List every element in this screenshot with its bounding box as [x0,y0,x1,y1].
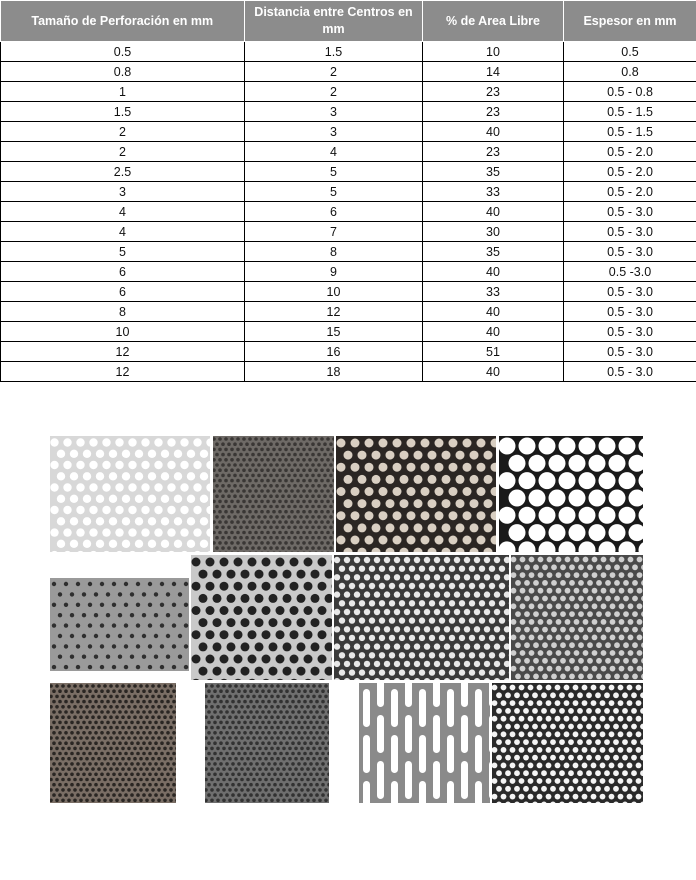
table-row [1,82,696,102]
table-row [1,42,696,62]
cell-thickness: 0.5 - 2.0 [564,142,696,162]
cell-open-area: 23 [423,102,564,122]
cell-center-distance: 16 [245,342,423,362]
cell-open-area: 40 [423,362,564,382]
cell-hole-size: 4 [1,202,245,222]
table-row [1,62,696,82]
cell-thickness: 0.5 -3.0 [564,262,696,282]
photo-large-white-circles-texture [499,436,643,552]
photo-brown-fine-mesh-texture [50,683,176,803]
cell-open-area: 35 [423,162,564,182]
cell-open-area: 40 [423,262,564,282]
photo-dark-small-holes [334,555,509,680]
cell-hole-size: 12 [1,362,245,382]
cell-thickness: 0.5 - 3.0 [564,202,696,222]
cell-thickness: 0.5 - 3.0 [564,302,696,322]
photo-dark-round-holes-texture [336,436,496,552]
photo-angled-sheet [50,578,189,671]
photo-white-dense-holes [492,683,643,803]
cell-thickness: 0.5 - 1.5 [564,122,696,142]
cell-center-distance: 10 [245,282,423,302]
cell-thickness: 0.5 - 2.0 [564,162,696,182]
cell-center-distance: 2 [245,62,423,82]
cell-hole-size: 6 [1,262,245,282]
photo-large-white-circles [499,436,643,552]
cell-open-area: 40 [423,202,564,222]
perforation-spec-table [0,0,696,382]
photo-fine-mesh-dark-texture [213,436,334,552]
cell-open-area: 14 [423,62,564,82]
cell-open-area: 40 [423,122,564,142]
table-row [1,202,696,222]
table-row [1,182,696,202]
photo-dark-small-holes-texture [334,555,509,680]
cell-open-area: 23 [423,142,564,162]
photo-silver-round-holes-texture [50,436,210,552]
cell-hole-size: 4 [1,222,245,242]
cell-center-distance: 1.5 [245,42,423,62]
cell-center-distance: 15 [245,322,423,342]
cell-center-distance: 9 [245,262,423,282]
cell-thickness: 0.5 - 3.0 [564,322,696,342]
cell-center-distance: 5 [245,182,423,202]
table-row [1,162,696,182]
cell-thickness: 0.5 - 3.0 [564,362,696,382]
cell-center-distance: 18 [245,362,423,382]
photo-white-dense-holes-texture [492,683,643,803]
cell-center-distance: 12 [245,302,423,322]
cell-hole-size: 12 [1,342,245,362]
cell-hole-size: 1 [1,82,245,102]
cell-thickness: 0.5 - 1.5 [564,102,696,122]
cell-center-distance: 8 [245,242,423,262]
photo-slotted-sheet [359,683,490,803]
cell-open-area: 33 [423,182,564,202]
cell-hole-size: 5 [1,242,245,262]
table-row [1,122,696,142]
photo-silver-round-holes [50,436,210,552]
table-body [1,42,696,382]
header-hole-size: Tamaño de Perforación en mm [1,1,245,42]
table-row [1,342,696,362]
photo-chrome-round-holes-texture [191,555,332,680]
cell-thickness: 0.5 - 3.0 [564,342,696,362]
cell-center-distance: 5 [245,162,423,182]
photo-brown-fine-mesh [50,683,176,803]
cell-open-area: 30 [423,222,564,242]
cell-center-distance: 7 [245,222,423,242]
cell-hole-size: 3 [1,182,245,202]
cell-open-area: 10 [423,42,564,62]
cell-hole-size: 1.5 [1,102,245,122]
cell-open-area: 40 [423,302,564,322]
cell-open-area: 35 [423,242,564,262]
cell-hole-size: 0.5 [1,42,245,62]
cell-center-distance: 2 [245,82,423,102]
cell-thickness: 0.5 - 3.0 [564,222,696,242]
photo-fine-mesh-dark [213,436,334,552]
photo-dark-round-holes [336,436,496,552]
photo-chrome-round-holes [191,555,332,680]
cell-thickness: 0.5 - 0.8 [564,82,696,102]
cell-center-distance: 6 [245,202,423,222]
cell-hole-size: 10 [1,322,245,342]
cell-open-area: 33 [423,282,564,302]
table-row [1,242,696,262]
cell-thickness: 0.8 [564,62,696,82]
table-row [1,222,696,242]
photo-grey-fine-mesh-texture [205,683,329,803]
cell-hole-size: 2.5 [1,162,245,182]
cell-hole-size: 8 [1,302,245,322]
table-row [1,322,696,342]
cell-open-area: 51 [423,342,564,362]
cell-thickness: 0.5 [564,42,696,62]
cell-center-distance: 3 [245,122,423,142]
table-row [1,302,696,322]
cell-hole-size: 2 [1,142,245,162]
photo-angled-sheet-texture [50,578,189,671]
cell-center-distance: 3 [245,102,423,122]
cell-hole-size: 2 [1,122,245,142]
header-center-distance: Distancia entre Centros en mm [245,1,423,42]
photo-dark-medium-holes-texture [511,555,643,680]
table-row [1,282,696,302]
cell-center-distance: 4 [245,142,423,162]
table-row [1,262,696,282]
table-row [1,102,696,122]
header-open-area: % de Area Libre [423,1,564,42]
table-row [1,362,696,382]
photo-dark-medium-holes [511,555,643,680]
cell-hole-size: 6 [1,282,245,302]
cell-open-area: 23 [423,82,564,102]
header-thickness: Espesor en mm [564,1,696,42]
table-header-row [1,1,696,42]
table-row [1,142,696,162]
cell-open-area: 40 [423,322,564,342]
photo-grey-fine-mesh [205,683,329,803]
photo-slotted-sheet-texture [359,683,490,803]
cell-thickness: 0.5 - 3.0 [564,282,696,302]
cell-hole-size: 0.8 [1,62,245,82]
cell-thickness: 0.5 - 3.0 [564,242,696,262]
cell-thickness: 0.5 - 2.0 [564,182,696,202]
